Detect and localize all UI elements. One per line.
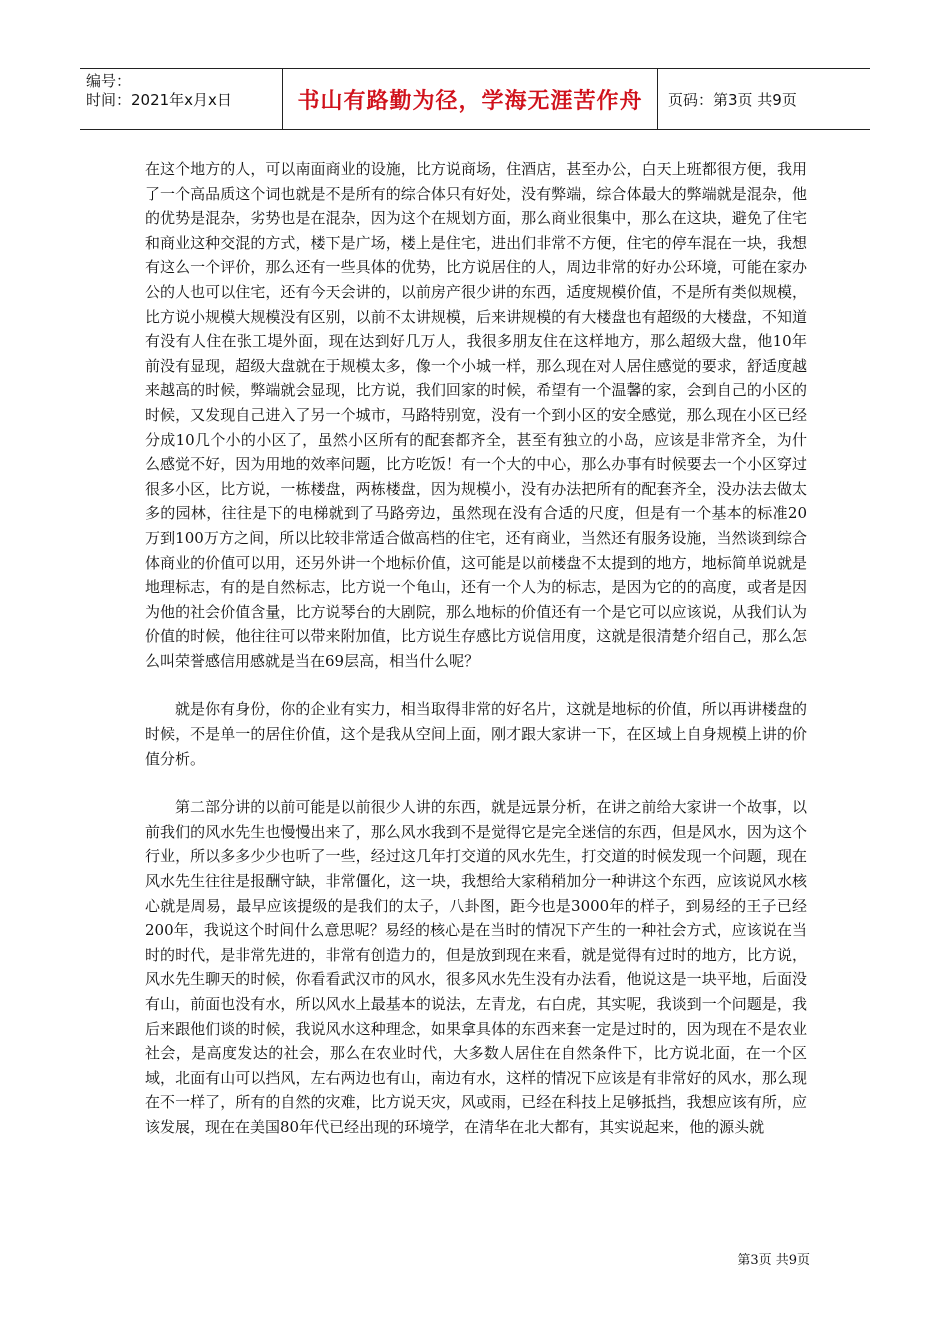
page-header — [80, 68, 870, 130]
paragraph-spacer — [145, 771, 807, 795]
header-page-code: 页码：第3页 共9页 — [668, 90, 797, 109]
document-date: 时间：2021年x月x日 — [86, 91, 232, 109]
document-body — [145, 157, 807, 1140]
header-motto: 书山有路勤为径，学海无涯苦作舟 — [283, 69, 658, 129]
body-paragraph-2: 就是你有身份，你的企业有实力，相当取得非常的好名片，这就是地标的价值，所以再讲楼盘的时候，不是单一的居住价值，这个是我从空间上面，刚才跟大家讲一下，在区域上自身规模上讲的价值分析。 — [145, 700, 807, 768]
document-number-label: 编号： — [86, 72, 132, 90]
paragraph-spacer — [145, 673, 807, 697]
header-meta — [80, 69, 283, 129]
body-paragraph-3: 第二部分讲的以前可能是以前很少人讲的东西，就是远景分析，在讲之前给大家讲一个故事，以前我们的风水先生也慢慢出来了，那么风水我到不是觉得它是完全迷信的东西，但是风水，因为这个行业，所以多多少少也听了一些，经过这几年打交道的风水先生，打交道的时候发现一个问题，现在风水先生往往是报酬守缺，非常僵化，这一块，我想给大家稍稍加分一种讲这个东西，应该说风水核心就是周易，最早应该提级的是我们的太子，八卦图，距今也是3000年的样子，到易经的王子已经200年，我说这个时间什么意思呢？易经的核心是在当时的情况下产生的一种社会方式，应该说在当时的时代，是非常先进的，非常有创造力的，但是放到现在来看，就是觉得有过时的地方，比方说，风水先生聊天的时候，你看看武汉市的风水，很多风水先生没有办法看，他说这是一块平地，后面没有山，前面也没有水，所以风水上最基本的说法，左青龙，右白虎，其实呢，我谈到一个问题是，我后来跟他们谈的时候，我说风水这种理念，如果拿具体的东西来套一定是过时的，因为现在不是农业社会，是高度发达的社会，那么在农业时代，大多数人居住在自然条件下，比方说北面，在一个区域，北面有山可以挡风，左右两边也有山，南边有水，这样的情况下应该是有非常好的风水，那么现在不一样了，所有的自然的灾难，比方说天灾，风或雨，已经在科技上足够抵挡，我想应该有所，应该发展，现在在美国80年代已经出现的环境学，在清华在北大都有，其实说起来，他的源头就 — [145, 798, 807, 1136]
body-paragraph-1: 在这个地方的人，可以南面商业的设施，比方说商场，住酒店，甚至办公，白天上班都很方便，我用了一个高品质这个词也就是不是所有的综合体只有好处，没有弊端，综合体最大的弊端就是混杂，他的优势是混杂，劣势也是在混杂，因为这个在规划方面，那么商业很集中，那么在这块，避免了住宅和商业这种交混的方式，楼下是广场，楼上是住宅，进出们非常不方便，住宅的停车混在一块，我想有这么一个评价，那么还有一些具体的优势，比方说居住的人，周边非常的好办公环境，可能在家办公的人也可以住宅，还有今天会讲的，以前房产很少讲的东西，适度规模价值，不是所有类似规模，比方说小规模大规模没有区别，以前不太讲规模，后来讲规模的有大楼盘也有超级的大楼盘，不知道有没有人住在张工堤外面，现在达到好几万人，我很多朋友住在这样地方，那么超级大盘，他10年前没有显现，超级大盘就在于规模太多，像一个小城一样，那么现在对人居住感觉的要求，舒适度越来越高的时候，弊端就会显现，比方说，我们回家的时候，希望有一个温馨的家，会到自己的小区的时候，又发现自己进入了另一个城市，马路特别宽，没有一个到小区的安全感觉，那么现在小区已经分成10几个小的小区了，虽然小区所有的配套都齐全，甚至有独立的小岛，应该是非常齐全，为什么感觉不好，因为用地的效率问题，比方吃饭！有一个大的中心，那么办事有时候要去一个小区穿过很多小区，比方说，一栋楼盘，两栋楼盘，因为规模小，没有办法把所有的配套齐全，没办法去做太多的园林，往往是下的电梯就到了马路旁边，虽然现在没有合适的尺度，但是有一个基本的标准20万到100万方之间，所以比较非常适合做高档的住宅，还有商业，当然还有服务设施，当然谈到综合体商业的价值可以用，还另外讲一个地标价值，这可能是以前楼盘不太提到的地方，地标简单说就是地理标志，有的是自然标志，比方说一个龟山，还有一个人为的标志，是因为它的的高度，或者是因为他的社会价值含量，比方说琴台的大剧院，那么地标的价值还有一个是它可以应该说，从我们认为价值的时候，他往往可以带来附加值，比方说生存感比方说信用度，这就是很清楚介绍自己，那么怎么叫荣誉感信用感就是当在69层高，相当什么呢？ — [145, 160, 807, 670]
page-footer: 第3页 共9页 — [737, 1253, 810, 1268]
